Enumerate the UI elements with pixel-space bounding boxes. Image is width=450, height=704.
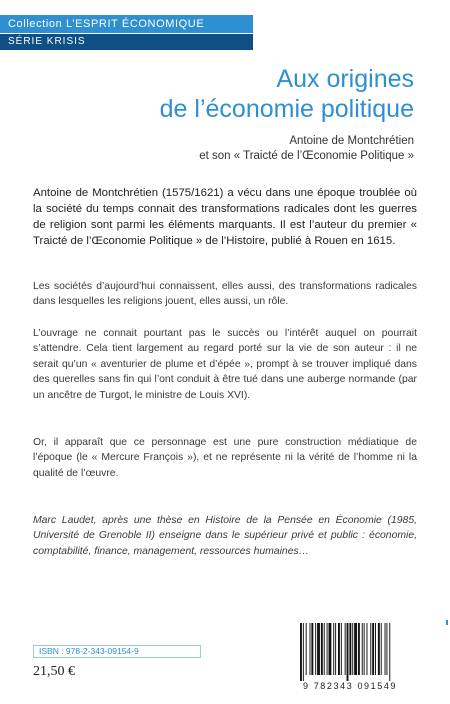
- barcode-bar: [335, 623, 336, 675]
- barcode-bar: [327, 623, 328, 675]
- barcode-bar: [362, 623, 363, 675]
- book-subtitle: [199, 134, 414, 164]
- barcode-digits: 9 782343 091549: [303, 681, 398, 691]
- barcode-bar: [372, 623, 374, 675]
- lead-paragraph: Antoine de Montchrétien (1575/1621) a vécu dans une époque troublée où la société du temps connait des transformations radicales dont les guerres de religion sont parmi les éléments marquants. Il est l’auteur du premier « Traicté de l’Œconomie Politique » de l’Histoire, publié à Rouen en 1615.: [33, 187, 417, 247]
- edge-mark: [446, 620, 448, 625]
- barcode-bar: [349, 623, 351, 675]
- barcode-bar: [364, 623, 365, 675]
- book-title-line2: de l’économie politique: [159, 95, 414, 123]
- barcode-bar: [381, 623, 382, 675]
- body-paragraph-2: L’ouvrage ne connait pourtant pas le succès ou l’intérêt auquel on pourrait s’attendre. Cela tient largement au regard porté sur la vie de son auteur : il ne serait qu’un « aventurier de plume et d’épée », prompt à se trouver impliqué dans des querelles sans fin qui l’ont conduit à être tué dans une auberge normande (par un ancêtre de Turgot, le ministre de Louis XVI).: [33, 328, 417, 401]
- barcode-bar: [345, 623, 346, 675]
- barcode-bar: [341, 623, 342, 675]
- book-subtitle-line2: et son « Traicté de l’Œconomie Politique »: [199, 150, 414, 162]
- barcode-bar: [329, 623, 332, 675]
- book-title-line1: Aux origines: [276, 65, 414, 93]
- barcode-bar: [354, 623, 357, 675]
- barcode-bar: [303, 623, 304, 681]
- barcode: [298, 623, 422, 681]
- book-title: [160, 64, 414, 124]
- barcode-bar: [321, 623, 323, 675]
- body-paragraph-1: Les sociétés d’aujourd’hui connaissent, elles aussi, des transformations radicales dans lesquelles les religions jouent, elles aussi, un rôle.: [33, 281, 417, 308]
- barcode-bar: [324, 623, 325, 675]
- barcode-bar: [358, 623, 360, 675]
- series-banner: [0, 34, 253, 50]
- barcode-bar: [386, 623, 387, 675]
- barcode-bar: [370, 623, 371, 675]
- barcode-bar: [317, 623, 320, 675]
- barcode-bar: [385, 623, 386, 675]
- barcode-bar: [367, 623, 368, 675]
- book-subtitle-line1: Antoine de Montchrétien: [289, 135, 414, 147]
- barcode-bar: [311, 623, 313, 675]
- isbn-box: [33, 645, 201, 658]
- author-bio: Marc Laudet, après une thèse en Histoire de la Pensée en Économie (1985, Université de Grenoble II) enseigne dans le supérieur privé et public : économie, comptabilité, finance, management, ressources humaines…: [33, 515, 417, 557]
- barcode-bar: [306, 623, 307, 675]
- barcode-bar: [352, 623, 353, 675]
- barcode-bar: [333, 623, 334, 675]
- body-paragraph-3: Or, il apparaît que ce personnage est une pure construction médiatique de l’époque (le « Mercure François »), et ne représente ni la vérité de l’homme ni la qualité de l’œuvre.: [33, 437, 417, 479]
- isbn-text: ISBN : 978-2-343-09154-9: [39, 646, 139, 656]
- barcode-bar: [310, 623, 311, 675]
- barcode-bar: [389, 623, 390, 681]
- barcode-bar: [378, 623, 380, 675]
- collection-label: Collection L’ESPRIT ÉCONOMIQUE: [8, 18, 205, 30]
- barcode-bar: [347, 623, 349, 681]
- collection-banner: [0, 15, 253, 33]
- barcode-bar: [375, 623, 376, 675]
- barcode-graphic: [298, 623, 422, 681]
- barcode-bar: [315, 623, 316, 675]
- barcode-bar: [338, 623, 340, 675]
- series-label: SÉRIE KRISIS: [8, 36, 86, 47]
- barcode-bar: [300, 623, 302, 681]
- price: 21,50 €: [33, 664, 75, 679]
